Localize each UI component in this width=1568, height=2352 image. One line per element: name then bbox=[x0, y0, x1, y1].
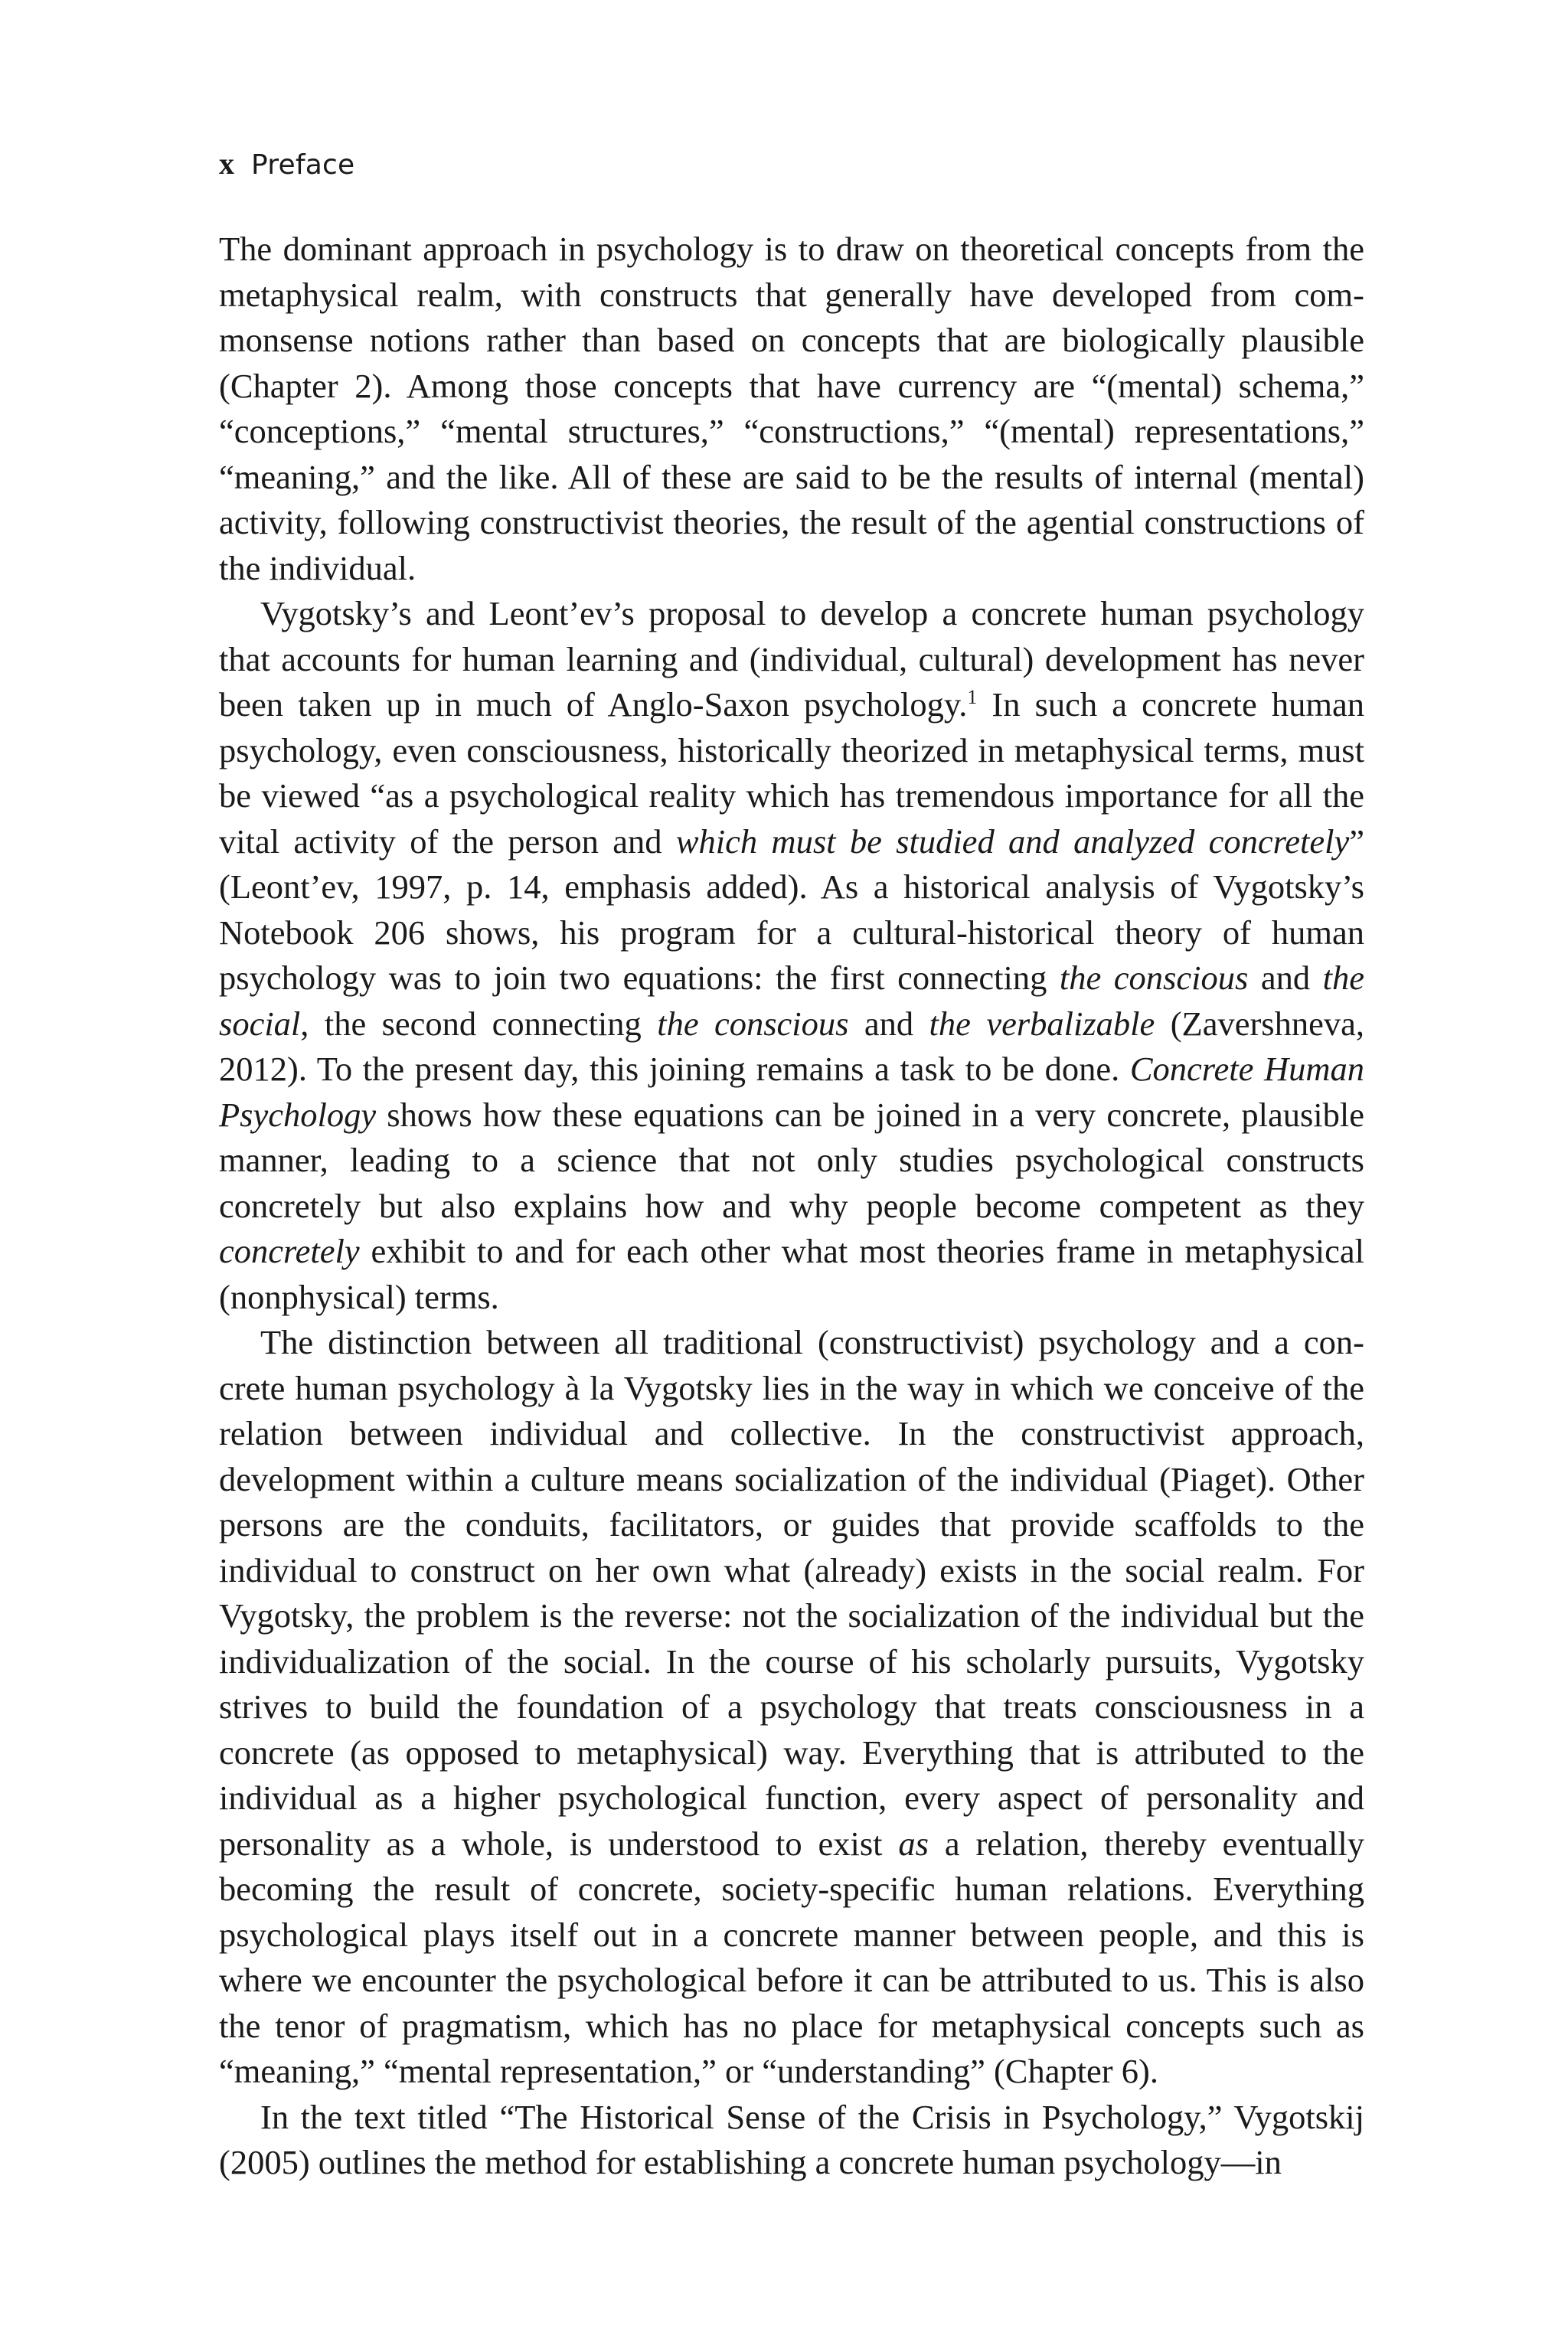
emphasis-text: the social bbox=[219, 959, 1364, 1043]
running-head bbox=[219, 145, 354, 181]
body-text bbox=[219, 227, 1364, 2186]
paragraph-2 bbox=[219, 591, 1364, 1320]
paragraph-4 bbox=[219, 2095, 1364, 2186]
text-run: Vygotsky’s and Leont’ev’s proposal to develop a concrete human psychology that accounts for human learning and (individual, cultural) development has never been taken up in much of Anglo-Saxon psychology. bbox=[219, 594, 1364, 724]
emphasis-text: as bbox=[898, 1824, 929, 1863]
text-run: a relation, thereby eventually becoming the result of concrete, society-specific human relations. Everything psychological plays itself out in a concrete manner between people, and this is where we encounter the psychological before it can be attributed to us. This is also the tenor of pragmatism, which has no place for metaphysical concepts such as “meaning,” “mental representation,” or “understanding” (Chapter 6). bbox=[219, 1824, 1364, 2090]
text-run: shows how these equations can be joined in a very concrete, plausible manner, leading to a science that not only studies psychological constructs concretely but also explains how and why people become competent as they bbox=[219, 1095, 1364, 1225]
text-run: In such a concrete human psychology, even consciousness, historically theorized in metaphysical terms, must be viewed “as a psychological reality which has tremendous importance for all the vital activity of the person and bbox=[219, 685, 1364, 861]
paragraph-3 bbox=[219, 1320, 1364, 2095]
text-run: The distinction between all traditional (constructivist) psychology and a concrete human psychology à la Vygotsky lies in the way in which we conceive of the relation between individual and collective. In the constructivist approach, development within a culture means socialization of the individual (Piaget). Other persons are the conduits, facilitators, or guides that provide scaffolds to the individual to construct on her own what (already) exists in the social realm. For Vygotsky, the problem is the reverse: not the socialization of the individual but the individualization of the social. In the course of his scholarly pursuits, Vygotsky strives to build the foundation of a psychology that treats consciousness in a concrete (as opposed to metaphysical) way. Everything that is attributed to the individual as a higher psychological function, every aspect of personality and personality as a whole, is understood to exist bbox=[219, 1323, 1364, 1863]
text-run: and bbox=[848, 1004, 929, 1043]
text-run: and bbox=[1248, 959, 1323, 997]
text-run: (Zavershneva, 2012). To the present day, this joining remains a task to be done. bbox=[219, 1004, 1364, 1088]
text-run: In the text titled “The Historical Sense of the Crisis in Psychology,” Vygotskij (2005) outlines the method for establishing a concrete human psychology—in bbox=[219, 2097, 1364, 2181]
emphasis-text: the verbalizable bbox=[929, 1004, 1155, 1043]
emphasis-text: concretely bbox=[219, 1232, 360, 1270]
book-title-text: Concrete Human Psychology bbox=[219, 1050, 1364, 1134]
emphasis-text: the conscious bbox=[657, 1004, 849, 1043]
text-run: The dominant approach in psychology is to draw on theoretical concepts from the metaphysical realm, with constructs that generally have developed from commonsense notions rather than based on concepts that are biologically plausible (Chapter 2). Among those concepts that have currency are “(mental) schema,” “conceptions,” “mental structures,” “constructions,” “(mental) representations,” “meaning,” and the like. All of these are said to be the results of internal (mental) activity, following constructivist theories, the result of the agential constructions of the individual. bbox=[219, 230, 1364, 587]
emphasis-text: the conscious bbox=[1059, 959, 1249, 997]
emphasis-text: which must be studied and analyzed concretely bbox=[675, 822, 1350, 861]
page-number: x bbox=[219, 146, 234, 181]
text-run: , the second connecting bbox=[300, 1004, 658, 1043]
text-run: ” (Leont’ev, 1997, p. 14, emphasis added). As a historical analysis of Vygotsky’s Notebook 206 shows, his program for a cultural-historical theory of human psychology was to join two equations: the first connecting bbox=[219, 822, 1365, 997]
footnote-marker: 1 bbox=[967, 686, 978, 709]
paragraph-1 bbox=[219, 227, 1364, 591]
section-title: Preface bbox=[251, 149, 355, 181]
text-run: exhibit to and for each other what most theories frame in metaphysical (nonphysical) terms. bbox=[219, 1232, 1364, 1316]
